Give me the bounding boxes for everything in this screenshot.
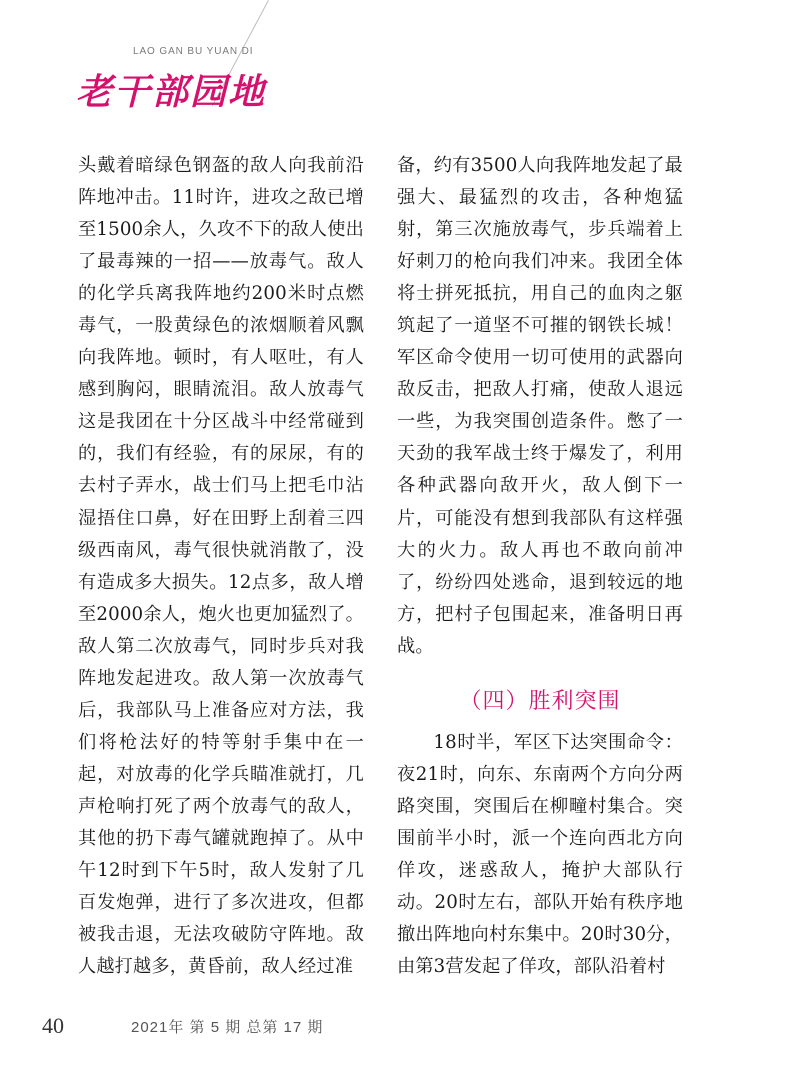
section-heading: （四）胜利突围 bbox=[459, 687, 621, 713]
body-paragraph: 头戴着暗绿色钢盔的敌人向我前沿阵地冲击。11时许，进攻之敌已增至1500余人，久攻不下的敌人使出了最毒辣的一招——放毒气。敌人的化学兵离我阵地约200米时点燃毒气，一股黄绿色的浓烟顺着风飘向我阵地。顿时，有人呕吐，有人感到胸闷，眼睛流泪。敌人放毒气这是我团在十分区战斗中经常碰到的，我们有经验，有的尿尿，有的去村子弄水，战士们马上把毛巾沾湿捂住口鼻，好在田野上刮着三四级西南风，毒气很快就消散了，没有造成多大损失。12点多，敌人增至2000余人，炮火也更加猛烈了。敌人第二次放毒气，同时步兵对我阵地发起进攻。敌人第一次放毒气后，我部队马上准备应对方法，我们将枪法好的特等射手集中在一起，对放毒的化学兵瞄准就打，几声枪响打死了两个放毒气的敌人，其他的扔下毒气罐就跑掉了。从中午12时到下午5时，敌人发射了几百发炮弹，进行了多次进攻，但都被我击退，无法攻破防守阵地。敌人越打越多，黄昏前，敌人经过准 bbox=[78, 155, 364, 978]
body-paragraph: 备，约有3500人向我阵地发起了最强大、最猛烈的攻击，各种炮猛射，第三次施放毒气，步兵端着上好刺刀的枪向我们冲来。我团全体将士拼死抵抗，用自己的血肉之躯筑起了一道坚不可摧的钢铁长城！军区命令使用一切可使用的武器向敌反击，把敌人打痛，使敌人退远一些，为我突围创造条件。憋了一天劲的我军战士终于爆发了，利用各种武器向敌开火，敌人倒下一片，可能没有想到我部队有这样强大的火力。敌人再也不敢向前冲了，纷纷四处逃命，退到较远的地方，把村子包围起来，准备明日再战。 bbox=[397, 155, 683, 657]
left-column bbox=[78, 150, 364, 983]
magazine-logo: 老干部园地 bbox=[76, 71, 267, 113]
issue-info: 2021年 第 5 期 总第 17 期 bbox=[131, 1019, 324, 1036]
magazine-pinyin: LAO GAN BU YUAN DI bbox=[133, 46, 254, 57]
body-paragraph: 18时半，军区下达突围命令：夜21时，向东、东南两个方向分两路突围，突围后在柳疃村集合。突围前半小时，派一个连向西北方向佯攻，迷惑敌人，掩护大部队行动。20时左右，部队开始有秩序地撤出阵地向村东集中。20时30分，由第3营发起了佯攻，部队沿着村 bbox=[397, 731, 683, 978]
page-number: 40 bbox=[42, 1013, 64, 1038]
right-column bbox=[397, 150, 683, 983]
